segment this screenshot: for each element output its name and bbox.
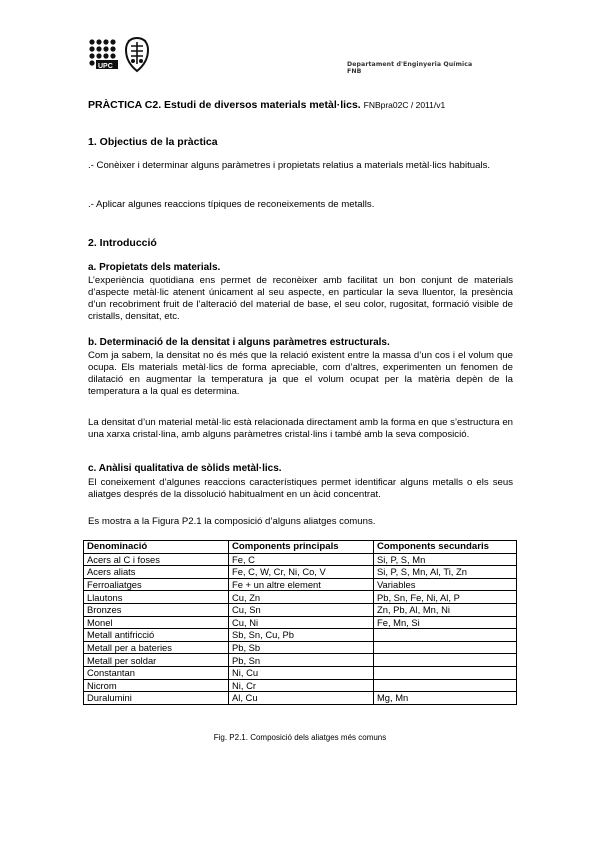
subsection-b-text-1: Com ja sabem, la densitat no és més que la relació existent entre la massa d’un cos i el volum que ocupa. Els materials metàl·lics de forma apreciable, com d’altres, experimenten un fenomen de dilatació en augmentar la temperatura ja que el volum ocupat per la matèria depèn de la temperatura a la qual es determina. — [88, 350, 513, 397]
subsection-a-heading: a. Propietats dels materials. — [88, 262, 221, 273]
cell-secondary: Variables — [374, 578, 517, 591]
table-row — [84, 629, 517, 642]
table-row — [84, 566, 517, 579]
cell-name: Monel — [84, 616, 229, 629]
cell-name: Llautons — [84, 591, 229, 604]
cell-name: Duralumini — [84, 692, 229, 705]
subsection-a-text: L’experiència quotidiana ens permet de reconèixer amb facilitat un bon conjunt de materials d’aspecte metàl·lic atenent únicament al seu aspecte, en particular la seva lluentor, la presència d’un recobriment fruit de l’alteració del material de base, el seu color, rugositat, formació visible de cristalls, densitat, etc. — [88, 275, 513, 322]
figure-caption: Fig. P2.1. Composició dels aliatges més comuns — [213, 733, 387, 742]
cell-secondary: Zn, Pb, Al, Mn, Ni — [374, 603, 517, 616]
cell-secondary: Si, P, S, Mn, Al, Ti, Zn — [374, 566, 517, 579]
document-code: FNBpra02C / 2011/v1 — [363, 100, 446, 110]
cell-principal: Cu, Ni — [229, 616, 374, 629]
table-row — [84, 666, 517, 679]
cell-principal: Fe + un altre element — [229, 578, 374, 591]
objective-1: .- Conèixer i determinar alguns paràmetres i propietats relatius a materials metàl·lics habituals. — [88, 160, 491, 171]
section-1-heading: 1. Objectius de la pràctica — [88, 136, 218, 148]
table-row — [84, 679, 517, 692]
objective-2: .- Aplicar algunes reaccions típiques de reconeixements de metalls. — [88, 199, 375, 210]
table-row — [84, 603, 517, 616]
upc-logo — [88, 38, 121, 71]
university-seal-logo — [123, 36, 151, 73]
cell-principal: Ni, Cr — [229, 679, 374, 692]
table-row — [84, 616, 517, 629]
document-title — [88, 99, 445, 111]
cell-name: Metall per soldar — [84, 654, 229, 667]
cell-name: Acers aliats — [84, 566, 229, 579]
subsection-c-text-2: Es mostra a la Figura P2.1 la composició d’alguns aliatges comuns. — [88, 516, 376, 527]
table-row — [84, 553, 517, 566]
table-row — [84, 641, 517, 654]
cell-name: Metall per a bateries — [84, 641, 229, 654]
cell-secondary: Mg, Mn — [374, 692, 517, 705]
table-header-row — [84, 541, 517, 554]
column-header-secundaris: Components secundaris — [374, 541, 517, 554]
section-2-heading: 2. Introducció — [88, 237, 157, 249]
subsection-c-text-1: El coneixement d’algunes reaccions característiques permet identificar alguns metalls o els seus aliatges després de la dissolució habitualment en un àcid concentrat. — [88, 477, 513, 500]
table-row — [84, 591, 517, 604]
cell-name: Nicrom — [84, 679, 229, 692]
cell-name: Acers al C i foses — [84, 553, 229, 566]
cell-principal: Al, Cu — [229, 692, 374, 705]
department-name — [347, 61, 472, 75]
cell-principal: Pb, Sn — [229, 654, 374, 667]
cell-name: Bronzes — [84, 603, 229, 616]
cell-principal: Pb, Sb — [229, 641, 374, 654]
cell-principal: Cu, Sn — [229, 603, 374, 616]
cell-secondary — [374, 629, 517, 642]
cell-secondary: Pb, Sn, Fe, Ni, Al, P — [374, 591, 517, 604]
cell-secondary: Si, P, S, Mn — [374, 553, 517, 566]
cell-principal: Cu, Zn — [229, 591, 374, 604]
table-row — [84, 692, 517, 705]
cell-secondary — [374, 666, 517, 679]
cell-principal: Fe, C, W, Cr, Ni, Co, V — [229, 566, 374, 579]
alloys-table — [83, 540, 517, 705]
cell-name: Constantan — [84, 666, 229, 679]
cell-principal: Ni, Cu — [229, 666, 374, 679]
cell-secondary — [374, 654, 517, 667]
subsection-b-heading: b. Determinació de la densitat i alguns paràmetres estructurals. — [88, 337, 390, 348]
subsection-c-heading: c. Anàlisi qualitativa de sòlids metàl·lics. — [88, 463, 282, 474]
cell-name: Ferroaliatges — [84, 578, 229, 591]
table-row — [84, 578, 517, 591]
cell-secondary — [374, 679, 517, 692]
column-header-principals: Components principals — [229, 541, 374, 554]
department-line: Departament d'Enginyeria Química — [347, 61, 473, 68]
subsection-b-text-2: La densitat d’un material metàl·lic està relacionada directament amb la forma en que s’estructura en una xarxa cristal·lina, amb alguns paràmetres cristal·lins i també amb la seva composició. — [88, 417, 514, 440]
title-main: PRÀCTICA C2. Estudi de diversos materials metàl·lics. — [88, 99, 361, 111]
cell-name: Metall antifricció — [84, 629, 229, 642]
cell-secondary — [374, 641, 517, 654]
svg-text:UPC: UPC — [98, 63, 113, 70]
table-row — [84, 654, 517, 667]
column-header-denominacio: Denominació — [84, 541, 229, 554]
cell-principal: Sb, Sn, Cu, Pb — [229, 629, 374, 642]
cell-principal: Fe, C — [229, 553, 374, 566]
cell-secondary: Fe, Mn, Si — [374, 616, 517, 629]
department-abbrev: FNB — [347, 68, 362, 75]
